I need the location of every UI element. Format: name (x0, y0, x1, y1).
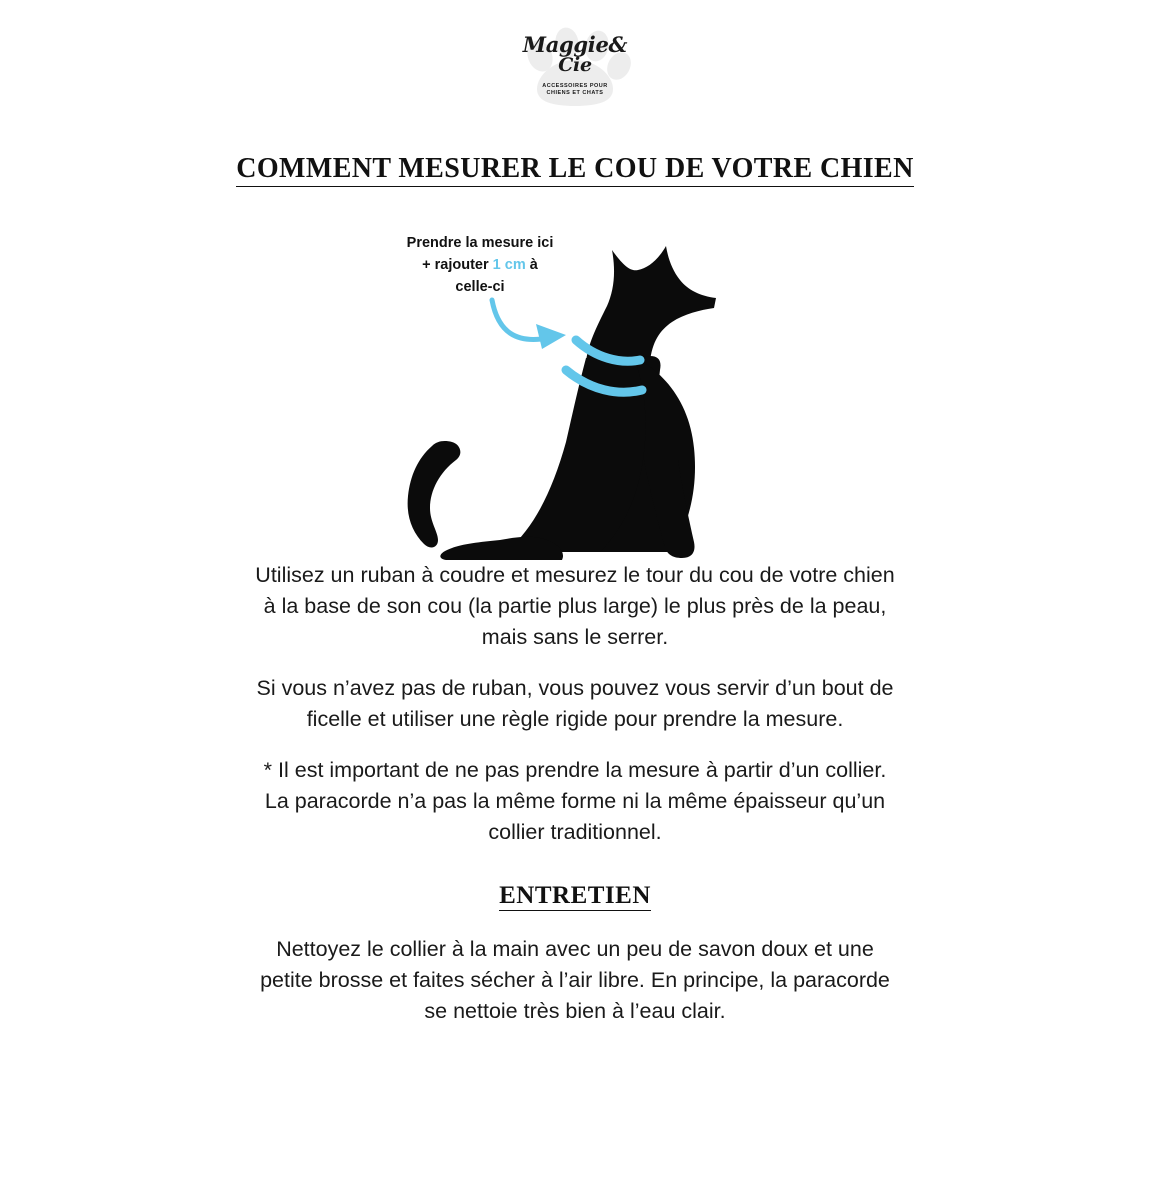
callout-line-1: Prendre la mesure ici (406, 235, 554, 251)
logo-brand-line1: Maggie& (522, 32, 628, 57)
callout-line-2-before: + rajouter (422, 257, 493, 273)
section-heading-text: ENTRETIEN (499, 882, 651, 909)
logo-tagline (505, 83, 645, 97)
logo-container (0, 26, 1150, 108)
paragraph-string-alternative: Si vous n’avez pas de ruban, vous pouvez vous servir d’un bout de ficelle et utiliser une règle rigide pour prendre la mesure. (256, 676, 894, 731)
section-heading-entretien (255, 882, 895, 910)
callout-line-2-after: à (525, 257, 538, 273)
page-title (175, 152, 975, 186)
logo-tagline-line2: CHIENS ET CHATS (546, 90, 604, 96)
curved-arrow-icon (492, 300, 566, 349)
body-copy (255, 560, 895, 1047)
paragraph-collar-warning: * Il est important de ne pas prendre la mesure à partir d’un collier. La paracorde n’a pas la même forme ni la même épaisseur qu’un collier traditionnel. (263, 758, 887, 844)
brand-logo (505, 26, 645, 108)
logo-brand-line2: Cie (558, 54, 592, 76)
logo-tagline-line1: ACCESSOIRES POUR (542, 83, 608, 89)
sitting-dog-silhouette-icon (0, 210, 1150, 565)
callout-accent-value: 1 cm (492, 257, 526, 273)
callout-line-3: celle-ci (455, 279, 505, 295)
page-title-text: COMMENT MESURER LE COU DE VOTRE CHIEN (236, 153, 914, 187)
logo-brand-text (505, 34, 645, 76)
paragraph-maintenance: Nettoyez le collier à la main avec un peu de savon doux et une petite brosse et faites sécher à l’air libre. En principe, la paracorde se nettoie très bien à l’eau clair. (260, 937, 890, 1023)
dog-measurement-illustration (0, 210, 1150, 565)
paragraph-measure-instructions: Utilisez un ruban à coudre et mesurez le tour du cou de votre chien à la base de son cou (la partie plus large) le plus près de la peau, mais sans le serrer. (255, 563, 895, 649)
